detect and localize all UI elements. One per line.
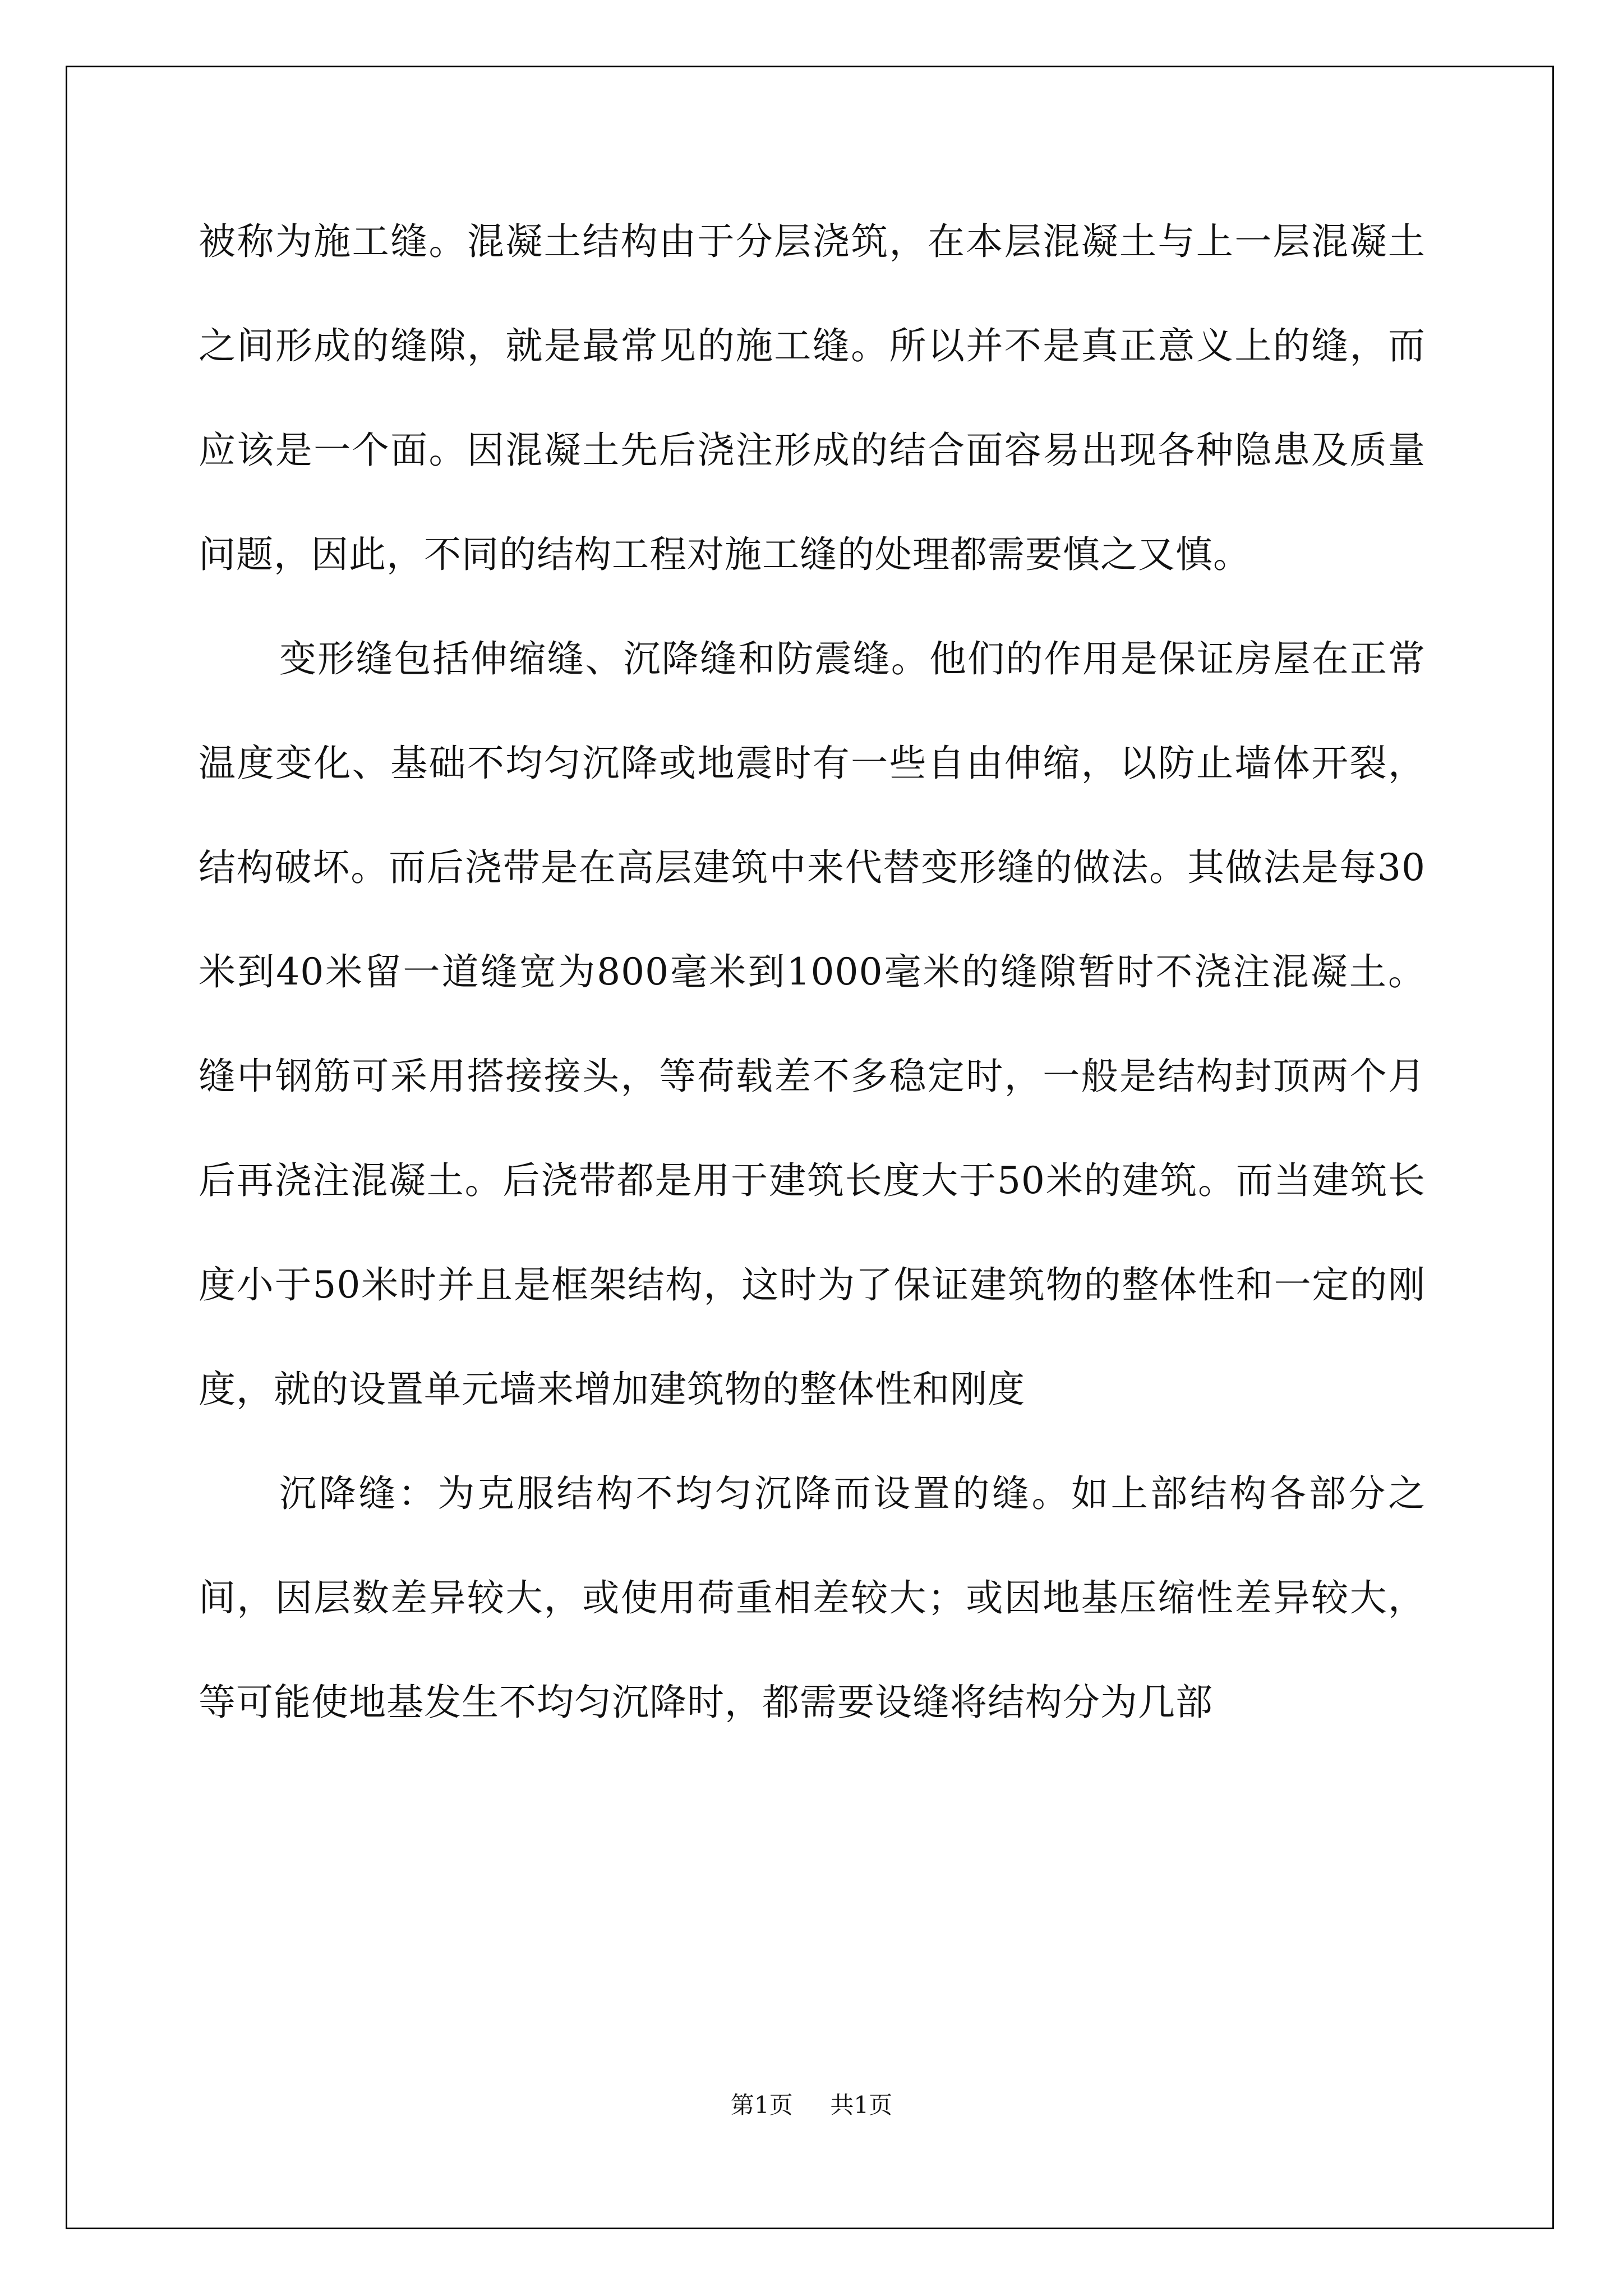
- document-body: [199, 190, 1426, 1755]
- paragraph: 被称为施工缝。混凝土结构由于分层浇筑，在本层混凝土与上一层混凝土之间形成的缝隙，就是最常见的施工缝。所以并不是真正意义上的缝，而应该是一个面。因混凝土先后浇注形成的结合面容易出现各种隐患及质量问题，因此，不同的结构工程对施工缝的处理都需要慎之又慎。: [199, 220, 1426, 576]
- page-footer: [0, 2087, 1623, 2120]
- page-total: 共1页: [830, 2091, 893, 2119]
- page-number: 第1页: [730, 2091, 793, 2119]
- paragraph: 变形缝包括伸缩缝、沉降缝和防震缝。他们的作用是保证房屋在正常温度变化、基础不均匀沉降或地震时有一些自由伸缩，以防止墙体开裂，结构破坏。而后浇带是在高层建筑中来代替变形缝的做法。其做法是每30米到40米留一道缝宽为800毫米到1000毫米的缝隙暂时不浇注混凝土。缝中钢筋可采用搭接接头，等荷载差不多稳定时，一般是结构封顶两个月后再浇注混凝土。后浇带都是用于建筑长度大于50米的建筑。而当建筑长度小于50米时并且是框架结构，这时为了保证建筑物的整体性和一定的刚度，就的设置单元墙来增加建筑物的整体性和刚度: [199, 637, 1426, 1411]
- paragraph: 沉降缝：为克服结构不均匀沉降而设置的缝。如上部结构各部分之间，因层数差异较大，或使用荷重相差较大；或因地基压缩性差异较大，等可能使地基发生不均匀沉降时，都需要设缝将结构分为几部: [199, 1472, 1426, 1724]
